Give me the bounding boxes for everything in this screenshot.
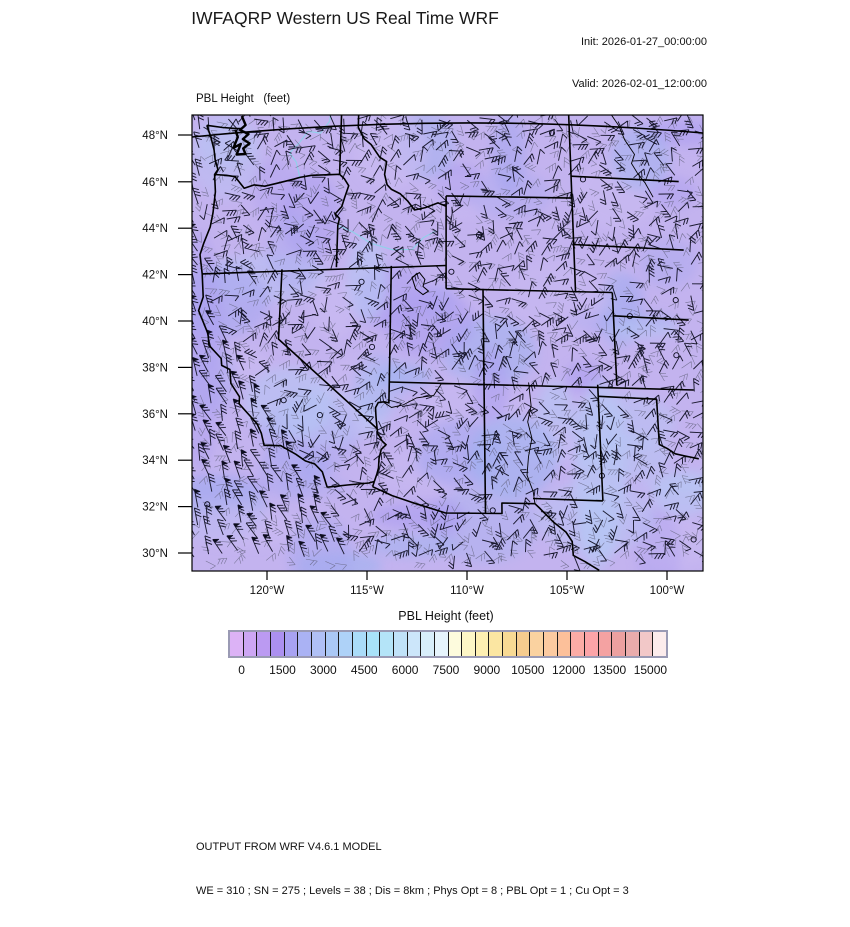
lon-label: 120°W — [249, 585, 285, 597]
colorbar-cell — [367, 632, 381, 656]
lat-label: 46°N — [142, 176, 168, 189]
colorbar-cell — [626, 632, 640, 656]
page-title: IWFAQRP Western US Real Time WRF — [191, 8, 499, 28]
init-timestamp: Init: 2026-01-27_00:00:00 — [581, 36, 707, 48]
colorbar-tick-label: 6000 — [391, 663, 419, 677]
colorbar-tick-label: 4500 — [350, 663, 378, 677]
lat-label: 40°N — [142, 316, 168, 328]
model-info-line1: OUTPUT FROM WRF V4.6.1 MODEL — [196, 841, 382, 853]
lat-axis-labels — [142, 130, 168, 560]
colorbar-cell — [312, 632, 326, 656]
lon-label: 100°W — [649, 585, 685, 597]
colorbar-tick-label: 0 — [238, 663, 245, 677]
lon-label: 115°W — [350, 585, 384, 597]
lat-label: 36°N — [142, 408, 168, 421]
lon-label: 110°W — [450, 585, 484, 597]
colorbar-tick-label: 12000 — [551, 663, 586, 677]
colorbar-cell — [339, 632, 353, 656]
colorbar-cell — [421, 632, 435, 656]
colorbar-cell — [394, 632, 408, 656]
lat-label: 44°N — [142, 223, 168, 236]
colorbar-cell — [244, 632, 258, 656]
lon-label: 105°W — [549, 585, 585, 597]
lat-label: 34°N — [142, 455, 168, 468]
colorbar-cell — [271, 632, 285, 656]
colorbar-tick-label: 13500 — [592, 663, 627, 677]
lat-label: 38°N — [142, 362, 168, 375]
colorbar-cell — [449, 632, 463, 656]
colorbar-cell — [517, 632, 531, 656]
lon-axis-labels — [250, 585, 685, 597]
colorbar-cell — [353, 632, 367, 656]
model-info-line2: WE = 310 ; SN = 275 ; Levels = 38 ; Dis = 8km ; Phys Opt = 8 ; PBL Opt = 1 ; Cu Opt = 3 — [196, 884, 629, 897]
valid-timestamp: Valid: 2026-02-01_12:00:00 — [572, 78, 707, 90]
lat-label: 42°N — [142, 269, 168, 282]
colorbar-cell — [230, 632, 244, 656]
lat-label: 30°N — [142, 548, 168, 560]
colorbar-cell — [640, 632, 654, 656]
colorbar-cell — [326, 632, 340, 656]
colorbar-title: PBL Height (feet) — [398, 609, 494, 623]
field-label-line1: PBL Height (feet) — [196, 93, 291, 105]
colorbar-cell — [257, 632, 271, 656]
colorbar — [228, 630, 668, 658]
colorbar-cell — [544, 632, 558, 656]
colorbar-tick-label: 3000 — [310, 663, 337, 677]
colorbar-cell — [585, 632, 599, 656]
colorbar-cell — [298, 632, 312, 656]
colorbar-tick-label: 9000 — [473, 663, 501, 677]
colorbar-cell — [285, 632, 299, 656]
colorbar-cell — [599, 632, 613, 656]
lat-label: 48°N — [142, 130, 168, 142]
colorbar-cell — [612, 632, 626, 656]
colorbar-cell — [503, 632, 517, 656]
colorbar-tick-label: 7500 — [432, 663, 460, 677]
colorbar-cell — [408, 632, 422, 656]
colorbar-tick-label: 15000 — [633, 663, 668, 677]
colorbar-cell — [558, 632, 572, 656]
colorbar-labels — [0, 663, 850, 679]
colorbar-cell — [653, 632, 666, 656]
colorbar-tick-label: 10500 — [511, 663, 545, 677]
colorbar-cell — [380, 632, 394, 656]
colorbar-tick-label: 1500 — [269, 663, 296, 677]
colorbar-cell — [571, 632, 585, 656]
colorbar-cell — [435, 632, 449, 656]
map-field — [159, 104, 732, 596]
colorbar-cell — [530, 632, 544, 656]
colorbar-cell — [489, 632, 503, 656]
colorbar-cell — [462, 632, 476, 656]
model-info — [196, 811, 629, 927]
colorbar-cell — [476, 632, 490, 656]
lat-label: 32°N — [142, 501, 168, 514]
